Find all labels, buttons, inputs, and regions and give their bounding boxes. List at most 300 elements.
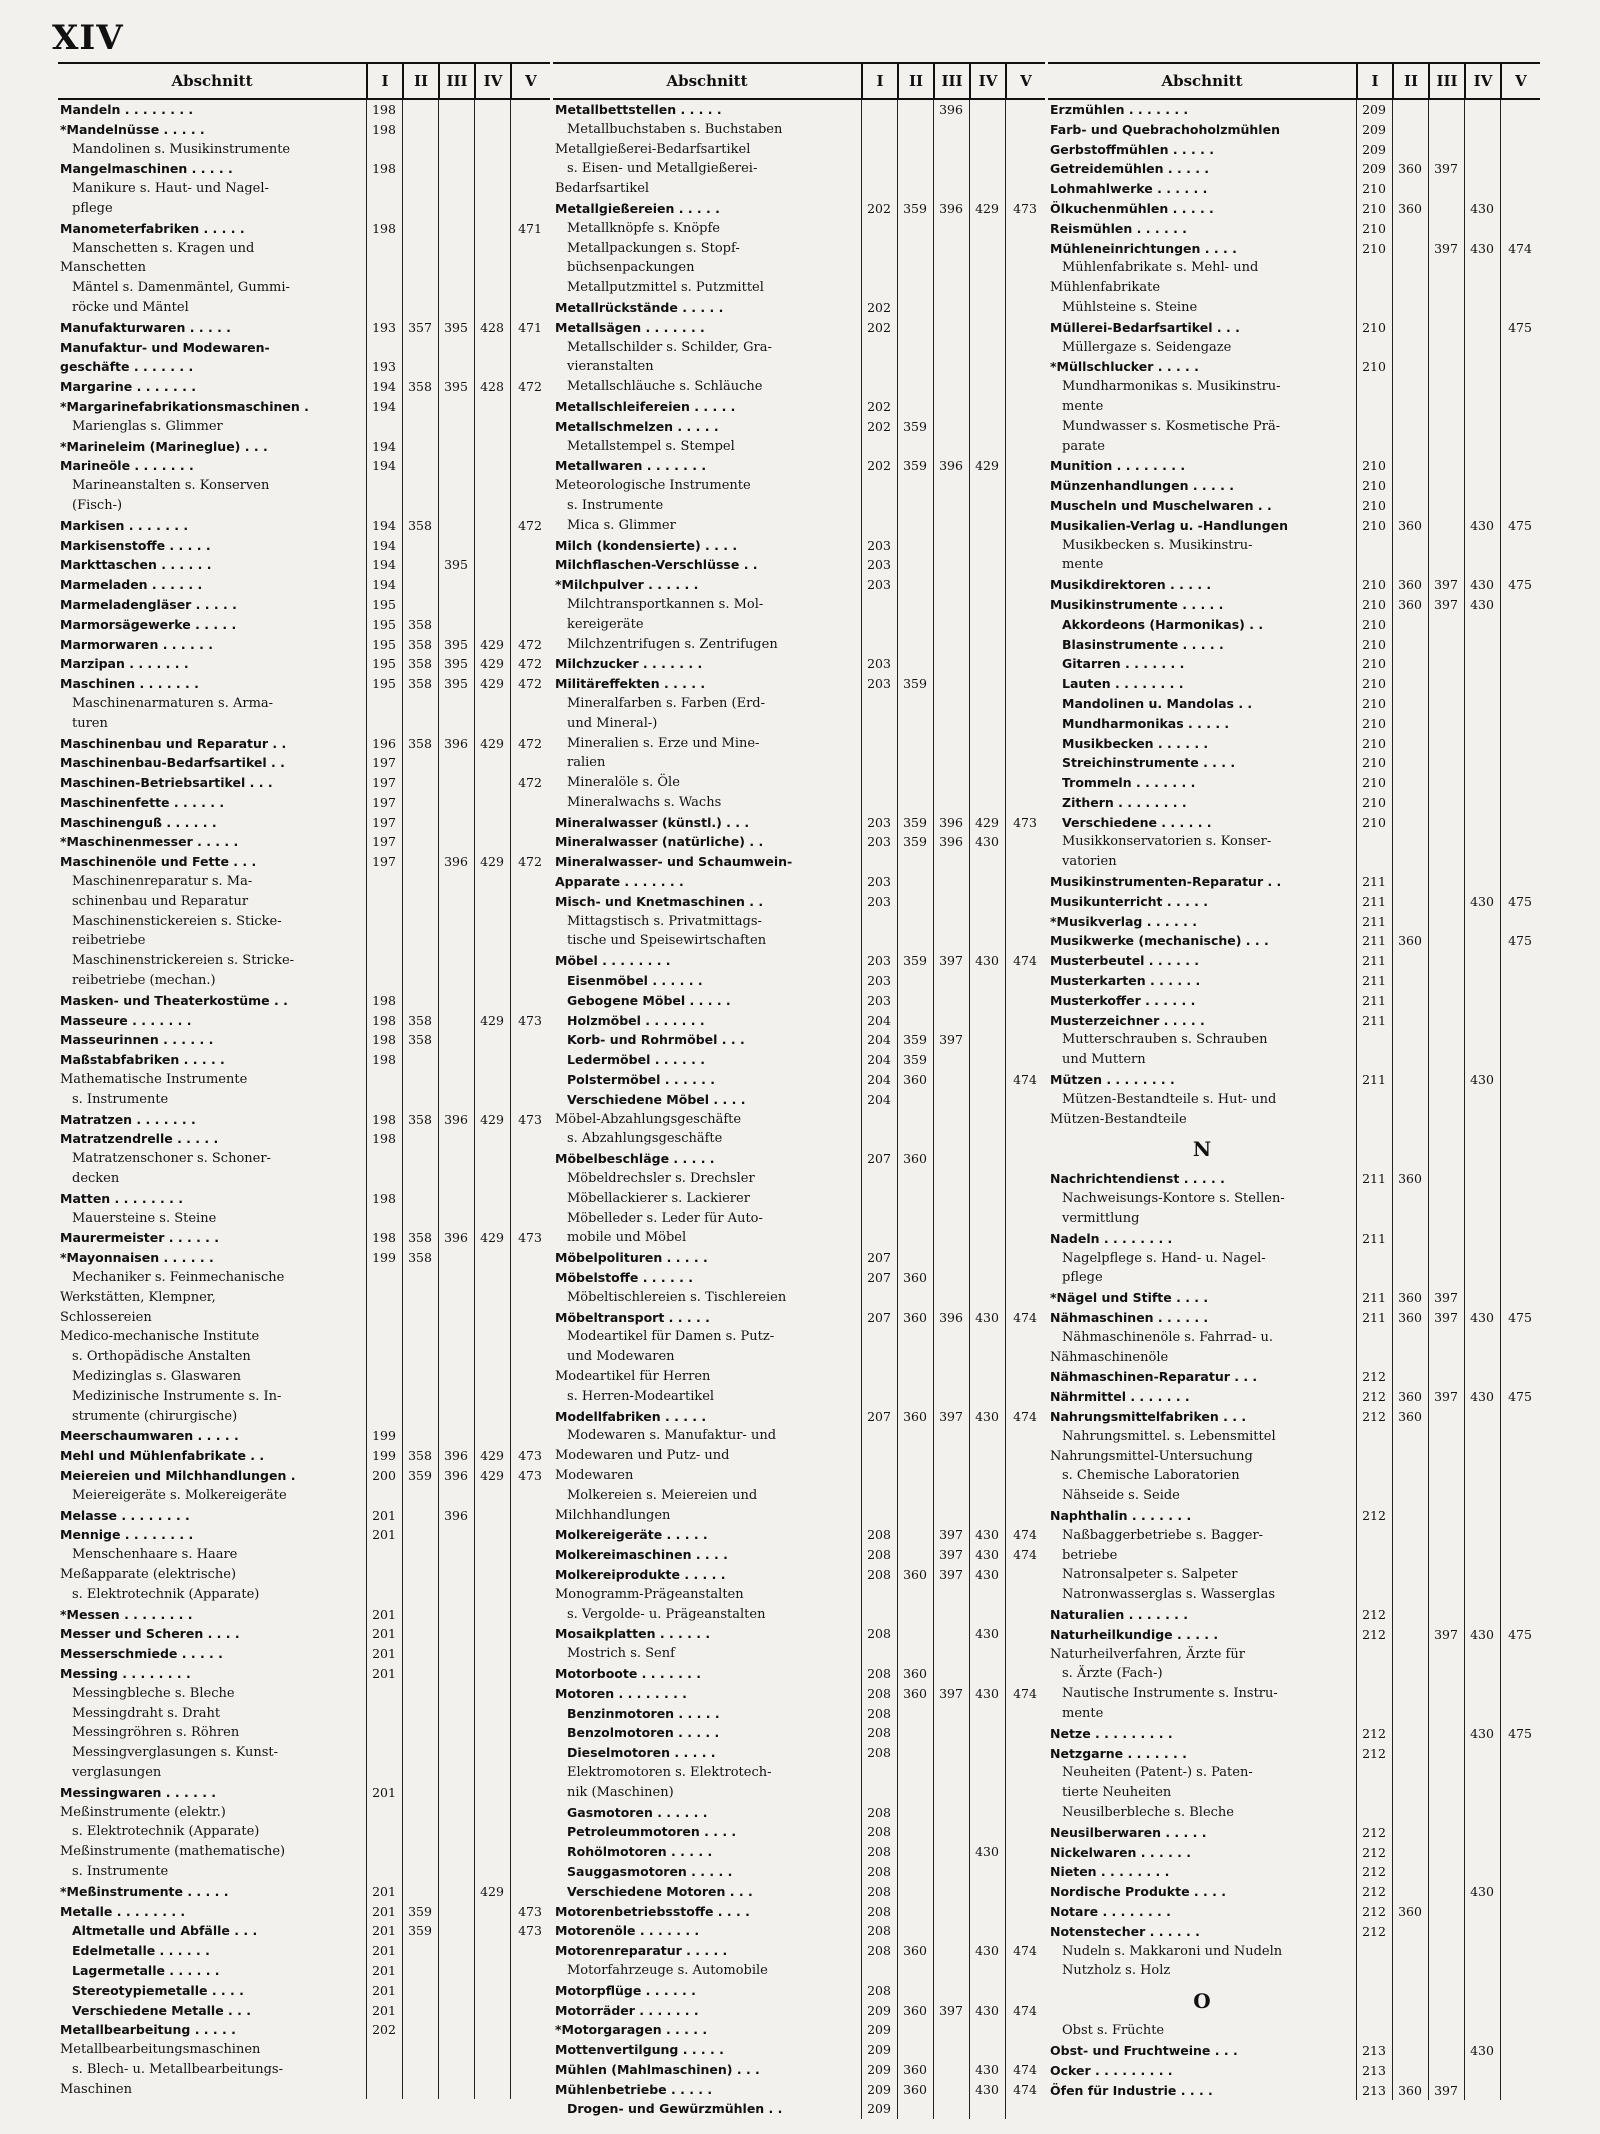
volume-2-page (1392, 1070, 1428, 1090)
volume-2-page (1392, 496, 1428, 516)
index-entry (1048, 734, 1540, 754)
volume-2-page (1392, 318, 1428, 338)
entry-label: N (1192, 1137, 1212, 1162)
volume-5-page (1005, 417, 1045, 437)
volume-4-page (1464, 357, 1500, 377)
volume-4-page (1464, 753, 1500, 773)
index-entry (1048, 1209, 1540, 1229)
index-entry (58, 872, 550, 892)
volume-3-page (438, 1308, 474, 1328)
volume-2-page (897, 1644, 933, 1664)
entry-label: s. Herren-Modeartikel (567, 1388, 715, 1404)
index-entry (1048, 793, 1540, 813)
index-entry (1048, 2061, 1540, 2081)
volume-1-page (861, 120, 897, 140)
volume-3-page: 397 (939, 1408, 963, 1424)
volume-4-page (969, 1704, 1005, 1724)
volume-5-page (1500, 1249, 1540, 1269)
volume-1-page (366, 1268, 402, 1288)
volume-1-page: 211 (1362, 1012, 1386, 1028)
index-entry (553, 397, 1045, 417)
entry-label: Motorenöle . . . . . . . (555, 1923, 700, 1939)
volume-5-page (1500, 734, 1540, 754)
volume-5-page (1500, 714, 1540, 734)
volume-4-page (1464, 1466, 1500, 1486)
volume-3-page (933, 1486, 969, 1506)
volume-4-page (969, 2099, 1005, 2119)
volume-2-page (1392, 1011, 1428, 1031)
volume-3-page (1428, 1209, 1464, 1229)
entry-label: Altmetalle und Abfälle . . . (72, 1923, 258, 1939)
volume-1-page (861, 100, 897, 120)
volume-2-page: 358 (408, 1032, 432, 1048)
index-entry (58, 832, 550, 852)
volume-1-page: 198 (372, 1131, 396, 1147)
volume-5-page (1005, 456, 1045, 476)
volume-1-page: 211 (1362, 913, 1386, 929)
index-entry (553, 1624, 1045, 1644)
volume-1-page (861, 338, 897, 358)
volume-4-page: 429 (975, 200, 999, 216)
volume-2-page (402, 793, 438, 813)
volume-2-page (402, 1842, 438, 1862)
volume-5-page (510, 456, 550, 476)
volume-5-page (1005, 1486, 1045, 1506)
entry-label: und Modewaren (567, 1349, 675, 1365)
volume-1-page: 194 (372, 398, 396, 414)
volume-2-page: 357 (408, 319, 432, 335)
volume-5-page (1500, 397, 1540, 417)
index-entry (58, 2001, 550, 2021)
entry-label: Maschinenguß . . . . . . (60, 814, 217, 830)
entry-label: s. Instrumente (567, 497, 664, 513)
volume-4-page (969, 1882, 1005, 1902)
volume-3-page (438, 694, 474, 714)
volume-5-page (1500, 951, 1540, 971)
volume-1-page (366, 239, 402, 259)
volume-5-page (510, 100, 550, 120)
volume-3-page (438, 2001, 474, 2021)
entry-label: Messingröhren s. Röhren (72, 1725, 240, 1741)
volume-1-page (366, 1684, 402, 1704)
index-entry (553, 931, 1045, 951)
volume-1-page (1356, 1942, 1392, 1962)
volume-4-page (1464, 1981, 1500, 2021)
volume-3-page (933, 1783, 969, 1803)
volume-3-page (1428, 892, 1464, 912)
volume-2-page (1392, 1744, 1428, 1764)
entry-label: geschäfte . . . . . . . (60, 359, 194, 375)
volume-1-page: 201 (372, 1943, 396, 1959)
index-entry (1048, 1664, 1540, 1684)
volume-3-page (438, 892, 474, 912)
entry-label: Maschinenstickereien s. Sticke- (72, 913, 282, 929)
volume-3-page (933, 417, 969, 437)
volume-4-page (474, 813, 510, 833)
volume-4-page (474, 1684, 510, 1704)
volume-1-page (1356, 1110, 1392, 1130)
volume-2-page (1392, 1823, 1428, 1843)
volume-1-page (366, 1842, 402, 1862)
entry-label: Netzgarne . . . . . . . (1050, 1745, 1187, 1761)
volume-4-page (969, 179, 1005, 199)
volume-3-page (438, 1882, 474, 1902)
volume-2-page (897, 1248, 933, 1268)
volume-3-page (933, 1248, 969, 1268)
index-entry (58, 1228, 550, 1248)
volume-4-page (474, 1486, 510, 1506)
volume-2-page (897, 397, 933, 417)
entry-label: Marmorsägewerke . . . . . (60, 616, 237, 632)
volume-3-page (1428, 1249, 1464, 1269)
volume-3-page (438, 120, 474, 140)
volume-2-page (897, 575, 933, 595)
volume-4-page (969, 575, 1005, 595)
entry-label: Musikdirektoren . . . . . (1050, 577, 1212, 593)
volume-5-page (510, 694, 550, 714)
index-entry (1048, 1050, 1540, 1070)
volume-2-page (1392, 555, 1428, 575)
volume-4-page (969, 595, 1005, 615)
index-entry (1048, 357, 1540, 377)
volume-2-page (897, 1783, 933, 1803)
volume-4-page (474, 1367, 510, 1387)
column-rule (1356, 100, 1357, 2100)
volume-1-page (1356, 1585, 1392, 1605)
entry-label: *Meßinstrumente . . . . . (60, 1883, 229, 1899)
volume-2-page (1392, 1585, 1428, 1605)
volume-1-page (366, 140, 402, 160)
volume-5-page (510, 2080, 550, 2100)
volume-5-page (1500, 1645, 1540, 1665)
volume-4-page (969, 635, 1005, 655)
index-entry (553, 971, 1045, 991)
volume-3-page (1428, 1645, 1464, 1665)
volume-2-page (1392, 1050, 1428, 1070)
volume-3-page (1428, 1843, 1464, 1863)
volume-1-page (366, 278, 402, 298)
entry-label: Meteorologische Instrumente (555, 478, 751, 494)
volume-5-page (510, 1407, 550, 1427)
index-entry (1048, 1169, 1540, 1189)
volume-4-page (969, 496, 1005, 516)
index-entry (553, 1228, 1045, 1248)
volume-3-page (438, 1050, 474, 1070)
entry-label: Werkstätten, Klempner, (60, 1289, 216, 1305)
volume-3-page (1428, 674, 1464, 694)
volume-4-page (969, 714, 1005, 734)
volume-2-page (1392, 100, 1428, 120)
volume-3-page (1428, 1011, 1464, 1031)
volume-4-page (474, 2001, 510, 2021)
index-entry (553, 338, 1045, 358)
volume-4-page (969, 516, 1005, 536)
volume-3-page (1428, 694, 1464, 714)
volume-4-page (474, 1585, 510, 1605)
volume-1-page: 201 (372, 1606, 396, 1622)
entry-label: Milchhandlungen (555, 1507, 671, 1523)
entry-label: Streichinstrumente . . . . (1062, 755, 1236, 771)
column-rule (474, 100, 475, 2099)
index-entry (58, 357, 550, 377)
index-entry (58, 1189, 550, 1209)
volume-5-page: 475 (1508, 933, 1532, 949)
volume-4-page (474, 1902, 510, 1922)
volume-4-page (474, 555, 510, 575)
index-entry (58, 1862, 550, 1882)
index-entry (1048, 278, 1540, 298)
volume-2-page (897, 1525, 933, 1545)
entry-label: Nähmaschinen-Reparatur . . . (1050, 1369, 1258, 1385)
entry-label: Musterbeutel . . . . . . (1050, 953, 1200, 969)
volume-1-page (861, 753, 897, 773)
entry-label: Eisenmöbel . . . . . . (567, 973, 703, 989)
volume-5-page (1005, 1129, 1045, 1149)
entry-label: Möbel-Abzahlungsgeschäfte (555, 1111, 742, 1127)
volume-5-page (1500, 1744, 1540, 1764)
volume-1-page (366, 1704, 402, 1724)
volume-2-page: 359 (408, 1467, 432, 1483)
volume-4-page (474, 615, 510, 635)
entry-label: Marmorwaren . . . . . . (60, 636, 213, 652)
volume-3-page (933, 1110, 969, 1130)
index-entry (553, 1506, 1045, 1526)
entry-label: Marmeladengläser . . . . . (60, 596, 237, 612)
volume-5-page (1005, 1288, 1045, 1308)
entry-label: Sauggasmotoren . . . . . (567, 1863, 733, 1879)
volume-4-page (969, 120, 1005, 140)
volume-2-page (402, 1268, 438, 1288)
entry-label: Modeartikel für Herren (555, 1369, 711, 1384)
volume-2-page: 360 (1398, 1310, 1422, 1326)
column-rule (1464, 100, 1465, 2100)
entry-label: reibetriebe (mechan.) (72, 973, 216, 989)
index-entry (553, 654, 1045, 674)
index-entry (1048, 1922, 1540, 1942)
volume-4-page: 430 (1470, 577, 1494, 593)
index-entry (58, 951, 550, 971)
volume-5-page (510, 1961, 550, 1981)
volume-2-page (402, 1525, 438, 1545)
volume-1-page: 212 (1362, 1745, 1386, 1761)
volume-5-page (510, 1684, 550, 1704)
entry-label: Akkordeons (Harmonikas) . . (1062, 616, 1264, 632)
volume-3-page (438, 1209, 474, 1229)
volume-1-page (861, 1110, 897, 1130)
index-entry (1048, 1625, 1540, 1645)
volume-3-page: 395 (444, 319, 468, 335)
index-entry (1048, 773, 1540, 793)
volume-4-page (1464, 694, 1500, 714)
entry-label: Maurermeister . . . . . . (60, 1230, 220, 1246)
index-entry (553, 536, 1045, 556)
volume-5-page (510, 2040, 550, 2060)
volume-4-page (474, 1426, 510, 1446)
volume-4-page (1464, 2061, 1500, 2081)
volume-4-page (474, 536, 510, 556)
entry-label: Marmeladen . . . . . . (60, 577, 203, 593)
volume-2-page (897, 2020, 933, 2040)
volume-3-page (1428, 476, 1464, 496)
volume-4-page (969, 417, 1005, 437)
index-entry (553, 179, 1045, 199)
volume-2-page (897, 1981, 933, 2001)
volume-3-page (1428, 417, 1464, 437)
volume-3-page (1428, 1367, 1464, 1387)
volume-2-page (1392, 1466, 1428, 1486)
volume-5-page (510, 140, 550, 160)
volume-5-page (510, 1624, 550, 1644)
volume-4-page (474, 1308, 510, 1328)
volume-5-page (1005, 397, 1045, 417)
volume-1-page (861, 1605, 897, 1625)
volume-4-page (969, 1228, 1005, 1248)
volume-5-page (1500, 1605, 1540, 1625)
volume-4-page (1464, 2021, 1500, 2041)
volume-5-page (1500, 199, 1540, 219)
volume-2-page (402, 1070, 438, 1090)
volume-5-page (1500, 140, 1540, 160)
index-entry (1048, 318, 1540, 338)
volume-2-page (402, 971, 438, 991)
volume-2-page (402, 1050, 438, 1070)
volume-4-page (969, 1129, 1005, 1149)
volume-2-page (1392, 1249, 1428, 1269)
entry-label: pflege (72, 200, 113, 216)
volume-1-page (1356, 1546, 1392, 1566)
volume-1-page: 204 (867, 1072, 891, 1088)
volume-1-page (1356, 1704, 1392, 1724)
volume-2-page (1392, 1981, 1428, 2021)
volume-4-page (1464, 437, 1500, 457)
volume-5-page (1500, 793, 1540, 813)
volume-1-page: 210 (1362, 775, 1386, 791)
entry-label: Verschiedene Möbel . . . . (567, 1091, 746, 1107)
volume-1-page: 210 (1362, 458, 1386, 474)
volume-3-page (1428, 456, 1464, 476)
volume-2-page (402, 120, 438, 140)
header-section: Abschnitt (1161, 72, 1243, 90)
volume-1-page: 201 (372, 1527, 396, 1543)
volume-5-page (1005, 793, 1045, 813)
volume-5-page (1500, 1585, 1540, 1605)
volume-4-page (474, 1624, 510, 1644)
index-entry (1048, 1744, 1540, 1764)
volume-3-page (1428, 357, 1464, 377)
volume-1-page (1356, 1249, 1392, 1269)
entry-label: Zithern . . . . . . . . (1062, 794, 1187, 810)
volume-3-page (933, 1446, 969, 1466)
volume-5-page (510, 1030, 550, 1050)
volume-5-page (1500, 1546, 1540, 1566)
volume-2-page (1392, 1882, 1428, 1902)
volume-4-page (969, 991, 1005, 1011)
volume-1-page: 208 (867, 1705, 891, 1721)
volume-3-page: 397 (939, 1566, 963, 1582)
volume-5-page (510, 1129, 550, 1149)
volume-3-page (438, 1605, 474, 1625)
volume-3-page (1428, 1169, 1464, 1189)
entry-label: röcke und Mäntel (72, 299, 189, 315)
volume-4-page (474, 1090, 510, 1110)
entry-label: Matratzenschoner s. Schoner- (72, 1151, 271, 1167)
volume-4-page: 429 (480, 676, 504, 692)
volume-4-page (474, 1347, 510, 1367)
volume-3-page: 397 (1434, 240, 1458, 256)
volume-1-page (861, 1129, 897, 1149)
entry-label: mente (1062, 557, 1104, 573)
index-entry (553, 437, 1045, 457)
volume-4-page (969, 971, 1005, 991)
volume-5-page (1500, 2041, 1540, 2061)
volume-2-page (1392, 1268, 1428, 1288)
volume-4-page (969, 1387, 1005, 1407)
volume-2-page (402, 1961, 438, 1981)
volume-5-page: 471 (518, 220, 542, 236)
entry-label: strumente (chirurgische) (72, 1408, 238, 1424)
entry-label: *Müllschlucker . . . . . (1050, 359, 1199, 375)
volume-3-page (438, 1070, 474, 1090)
volume-3-page (933, 159, 969, 179)
entry-label: Molkereimaschinen . . . . (555, 1547, 728, 1563)
volume-4-page (474, 496, 510, 516)
volume-4-page (474, 516, 510, 536)
index-entry (553, 1684, 1045, 1704)
volume-3-page (438, 1585, 474, 1605)
volume-3-page (438, 773, 474, 793)
volume-5-page (510, 1070, 550, 1090)
volume-4-page (1464, 1922, 1500, 1942)
volume-3-page (438, 1743, 474, 1763)
volume-5-page (510, 1803, 550, 1823)
volume-3-page (1428, 1565, 1464, 1585)
entry-label: Mostrich s. Senf (567, 1646, 675, 1662)
volume-5-page (1005, 872, 1045, 892)
index-entry (553, 1308, 1045, 1328)
volume-4-page (1464, 1110, 1500, 1130)
volume-3-page (438, 417, 474, 437)
volume-3-page (1428, 1942, 1464, 1962)
volume-2-page (402, 1169, 438, 1189)
volume-3-page (438, 1723, 474, 1743)
volume-2-page (897, 1862, 933, 1882)
index-entry (1048, 1585, 1540, 1605)
volume-4-page (474, 1545, 510, 1565)
index-entry (1048, 1486, 1540, 1506)
entry-label: s. Vergolde- u. Prägeanstalten (567, 1606, 766, 1622)
volume-2-page: 360 (1398, 161, 1422, 177)
volume-5-page (1005, 1723, 1045, 1743)
volume-3-page (933, 397, 969, 417)
volume-4-page (474, 595, 510, 615)
entry-label: Münzenhandlungen . . . . . (1050, 478, 1234, 494)
volume-3-page (438, 2020, 474, 2040)
volume-2-page: 360 (903, 1072, 927, 1088)
volume-3-page (438, 1842, 474, 1862)
volume-2-page (402, 1822, 438, 1842)
volume-2-page (402, 931, 438, 951)
volume-3-page (933, 1961, 969, 1981)
entry-label: Manschetten (60, 260, 146, 276)
volume-4-page (969, 1149, 1005, 1169)
volume-2-page (897, 2040, 933, 2060)
volume-1-page (861, 1426, 897, 1446)
volume-4-page (1464, 377, 1500, 397)
index-entry (58, 1050, 550, 1070)
volume-2-page (1392, 1209, 1428, 1229)
index-entry (553, 1585, 1045, 1605)
volume-3-page (933, 2080, 969, 2100)
